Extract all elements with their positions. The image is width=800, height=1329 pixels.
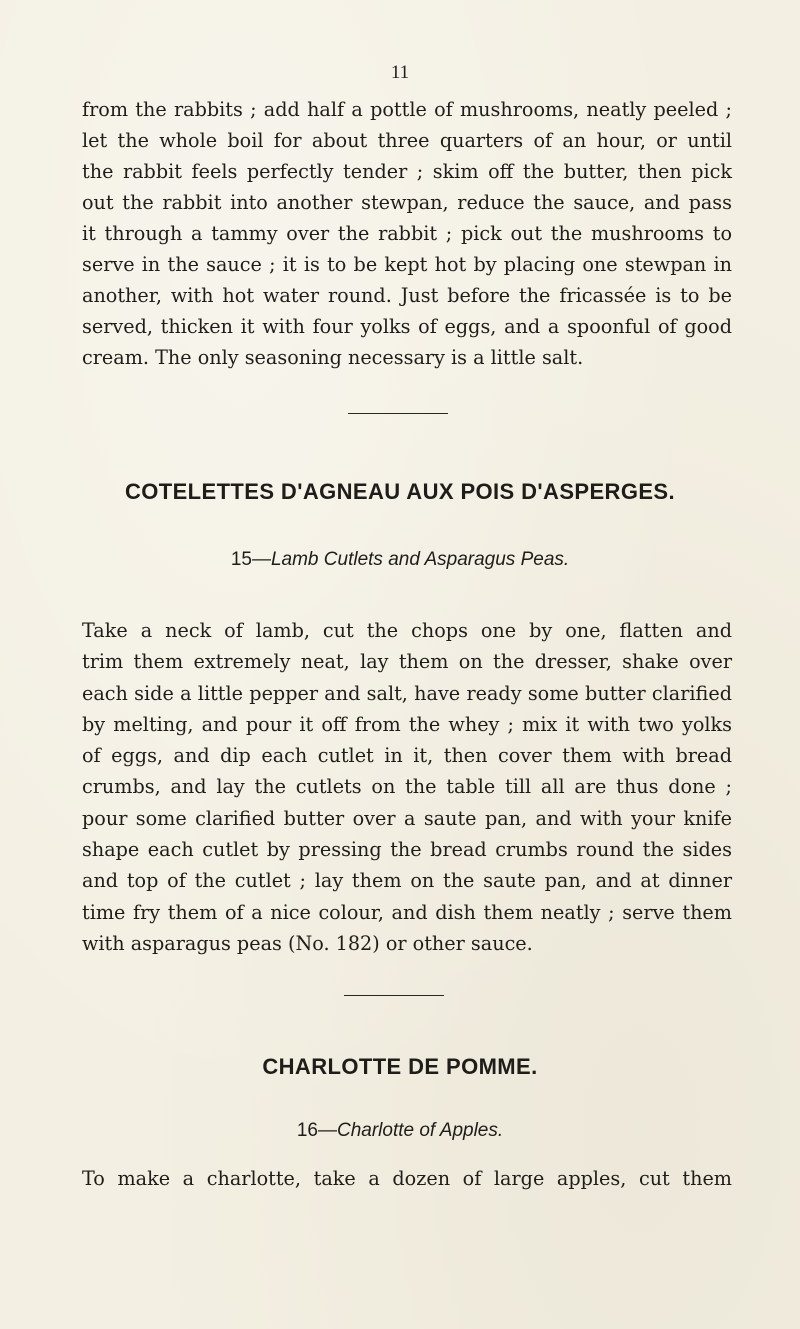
recipe-title: Lamb Cutlets and Asparagus Peas. xyxy=(270,549,570,570)
text-line: trim them extremely neat, lay them on the dresser, shake over xyxy=(82,650,732,674)
text-line: cream. The only seasoning necessary is a little salt. xyxy=(82,346,584,369)
text-line: served, thicken it with four yolks of eggs, and a spoonful of good xyxy=(82,315,732,338)
recipe-title: Charlotte of Apples. xyxy=(336,1120,504,1141)
text-line: time fry them of a nice colour, and dish them neatly ; serve them xyxy=(82,900,732,924)
recipe-number: 15— xyxy=(230,549,271,570)
recipe-number: 16— xyxy=(296,1120,337,1141)
text-line: Take a neck of lamb, cut the chops one by one, flatten and xyxy=(82,619,732,642)
text-line: from the rabbits ; add half a pottle of mushrooms, neatly peeled ; xyxy=(82,98,732,121)
text-line: let the whole boil for about three quarters of an hour, or until xyxy=(82,129,732,152)
text-line: and top of the cutlet ; lay them on the saute pan, and at dinner xyxy=(82,869,732,893)
text-line: with asparagus peas (No. 182) or other sauce. xyxy=(82,931,533,955)
section-divider xyxy=(348,413,448,414)
text-line: by melting, and pour it off from the whey ; mix it with two yolks xyxy=(82,712,732,736)
text-line: another, with hot water round. Just before the fricassée is to be xyxy=(82,284,732,307)
text-line: it through a tammy over the rabbit ; pick out the mushrooms to xyxy=(82,222,732,245)
text-line: shape each cutlet by pressing the bread crumbs round the sides xyxy=(82,838,732,862)
text-line: To make a charlotte, take a dozen of large apples, cut them xyxy=(82,1167,732,1190)
page-number: 11 xyxy=(390,62,410,83)
recipe-subheading xyxy=(0,549,800,571)
text-line: out the rabbit into another stewpan, reduce the sauce, and pass xyxy=(82,191,732,214)
text-line: each side a little pepper and salt, have ready some butter clarified xyxy=(82,681,732,705)
text-line: crumbs, and lay the cutlets on the table till all are thus done ; xyxy=(82,775,732,799)
recipe-body xyxy=(82,1163,732,1194)
recipe-subheading xyxy=(0,1120,800,1142)
text-line: of eggs, and dip each cutlet in it, then cover them with bread xyxy=(82,744,732,768)
text-line: pour some clarified butter over a saute pan, and with your knife xyxy=(82,806,732,830)
intro-paragraph xyxy=(82,94,732,373)
recipe-heading: CHARLOTTE DE POMME. xyxy=(262,1054,538,1079)
recipe-heading: COTELETTES D'AGNEAU AUX POIS D'ASPERGES. xyxy=(124,479,676,504)
section-divider xyxy=(344,995,444,996)
text-line: serve in the sauce ; it is to be kept hot by placing one stewpan in xyxy=(82,253,732,276)
text-line: the rabbit feels perfectly tender ; skim off the butter, then pick xyxy=(82,160,732,183)
recipe-body xyxy=(82,615,732,959)
